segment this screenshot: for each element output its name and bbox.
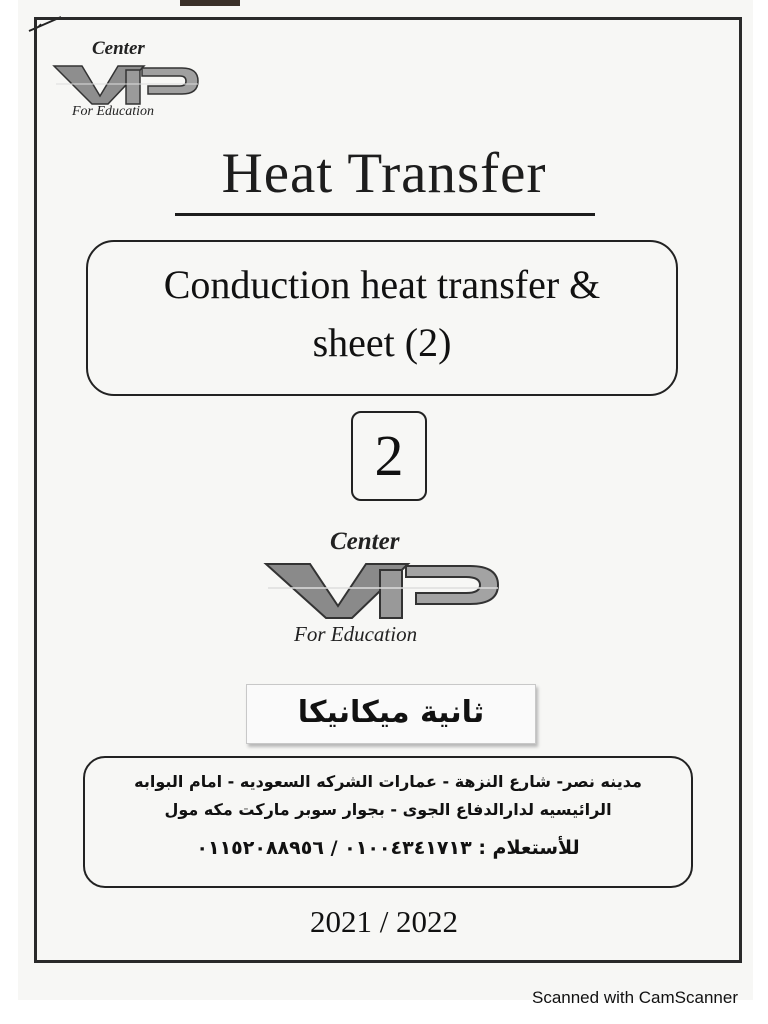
address-line-2: الرائيسيه لدارالدفاع الجوى - بجوار سوبر ماركت مكه مول [164,800,612,819]
logo-top [52,38,212,128]
vp-logo-icon [52,62,202,106]
subtitle-box [86,240,678,396]
sheet-number-box: 2 [351,411,427,501]
top-edge-shadow [180,0,240,6]
academic-year: 2021 / 2022 [309,904,459,939]
grade-label: ثانية ميكانيكا [246,684,536,744]
logo-top-sub: For Education [72,104,155,119]
address-line-1: مدينه نصر- شارع النزهة - عمارات الشركه السعوديه - امام البوابه [134,772,642,791]
page-title: Heat Transfer [221,142,547,205]
contact-phones: للأستعلام : ٠١٠٠٤٣٤١٧١٣ / ٠١١٥٢٠٨٨٩٥٦ [196,837,580,859]
subtitle-line-2: sheet (2) [312,320,452,365]
scanner-watermark: Scanned with CamScanner [531,988,738,1007]
title-underline [175,213,595,216]
vp-logo-large-icon [262,558,504,620]
logo-mid-word: Center [330,528,400,555]
logo-mid [262,528,512,648]
logo-top-word: Center [92,38,145,59]
logo-mid-sub: For Education [294,622,418,646]
address-box [83,756,693,888]
subtitle-line-1: Conduction heat transfer & [163,262,601,307]
